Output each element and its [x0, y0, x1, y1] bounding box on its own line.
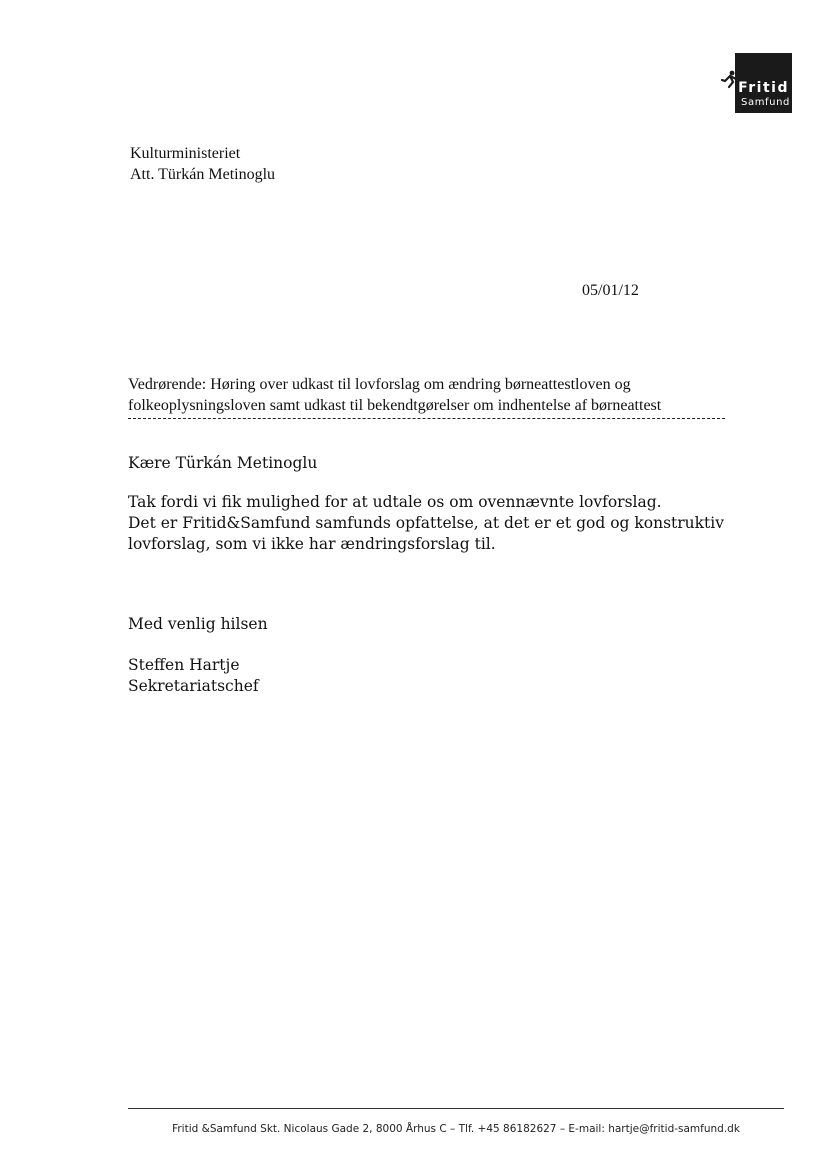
letter-date: 05/01/12: [582, 282, 639, 299]
signature-block: [128, 655, 748, 697]
logo-text-fritid: Fritid: [738, 80, 789, 96]
body-line-1: Tak fordi vi fik mulighed for at udtale os om ovennævnte lovforslag.: [128, 493, 662, 511]
body-line-2: Det er Fritid&Samfund samfunds opfattelse, at det er et god og konstruktiv: [128, 514, 724, 532]
closing: Med venlig hilsen: [128, 615, 268, 633]
body-paragraph: [128, 492, 748, 555]
subject-line-1: Vedrørende: Høring over udkast til lovforslag om ændring børneattestloven og: [128, 376, 631, 393]
recipient-organization: Kulturministeriet: [130, 145, 241, 162]
logo-figure-icon: [719, 69, 741, 91]
organization-logo: [735, 53, 792, 113]
subject-line-2: folkeoplysningsloven samt udkast til bekendtgørelser om indhentelse af børneattest: [128, 397, 662, 414]
recipient-address: [130, 143, 275, 185]
signer-name: Steffen Hartje: [128, 656, 240, 674]
footer-contact: Fritid &Samfund Skt. Nicolaus Gade 2, 8000 Århus C – Tlf. +45 86182627 – E-mail: hartje@fritid-samfund.dk: [172, 1123, 740, 1135]
body-line-3: lovforslag, som vi ikke har ændringsforslag til.: [128, 535, 496, 553]
subject-divider: [128, 418, 725, 419]
recipient-attention: Att. Türkán Metinoglu: [130, 166, 276, 183]
signer-title: Sekretariatschef: [128, 677, 259, 695]
logo-text-samfund: Samfund: [741, 97, 790, 108]
footer-divider: [128, 1108, 784, 1109]
subject-line: [128, 374, 728, 416]
greeting: Kære Türkán Metinoglu: [128, 454, 318, 472]
